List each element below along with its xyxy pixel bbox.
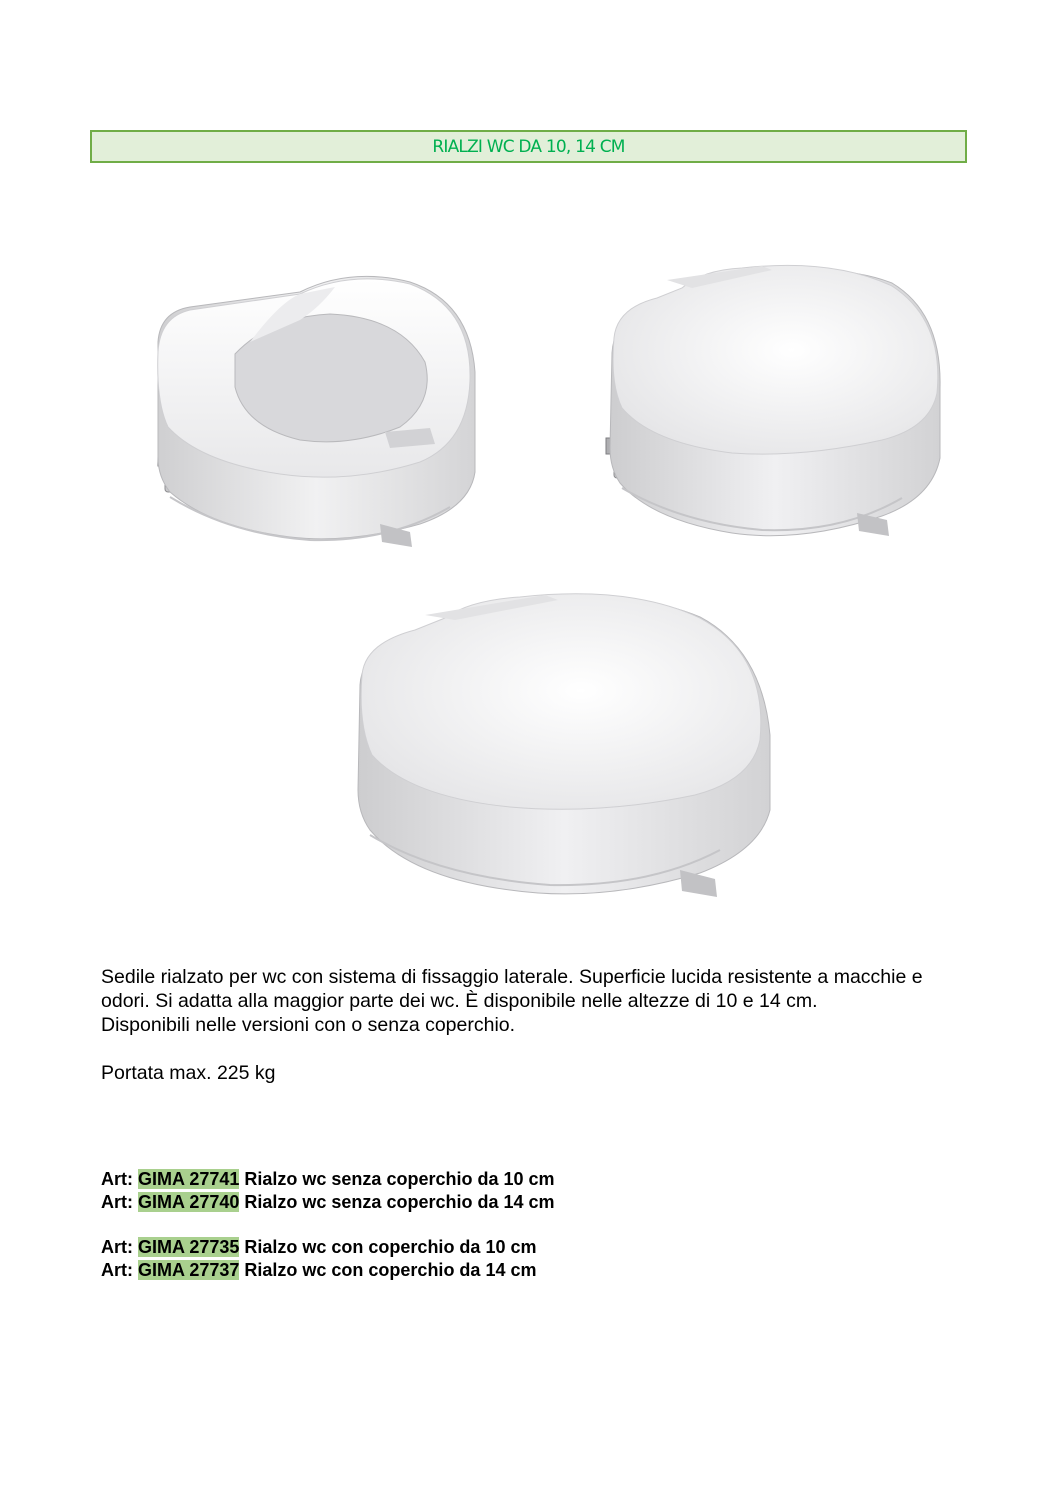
article-description: Rialzo wc senza coperchio da 14 cm: [239, 1191, 555, 1212]
article-description: Rialzo wc senza coperchio da 10 cm: [239, 1169, 555, 1189]
article-code: GIMA 27737: [138, 1259, 240, 1280]
product-image-with-lid-large: [350, 585, 775, 905]
product-description: [101, 965, 961, 1085]
article-line: [101, 1191, 961, 1214]
article-prefix: Art:: [101, 1259, 138, 1280]
article-line: [101, 1236, 961, 1259]
article-description: Rialzo wc con coperchio da 14 cm: [239, 1259, 537, 1280]
article-prefix: Art:: [101, 1191, 138, 1212]
article-code: GIMA 27740: [138, 1191, 240, 1212]
article-prefix: Art:: [101, 1237, 138, 1257]
product-image-with-lid-small: [602, 258, 947, 550]
product-image-without-lid: [150, 262, 495, 557]
article-line: [101, 1259, 961, 1282]
article-code: GIMA 27735: [138, 1237, 240, 1257]
article-prefix: Art:: [101, 1169, 138, 1189]
page-title-box: [90, 130, 967, 163]
article-line: [101, 1168, 961, 1191]
article-description: Rialzo wc con coperchio da 10 cm: [239, 1237, 537, 1257]
article-code: GIMA 27741: [138, 1169, 240, 1189]
page-title: RIALZI WC DA 10, 14 CM: [432, 136, 625, 157]
versions-paragraph: Disponibili nelle versioni con o senza coperchio.: [101, 1014, 516, 1036]
article-list: [101, 1168, 961, 1281]
description-paragraph: Sedile rialzato per wc con sistema di fissaggio laterale. Superficie lucida resistente a macchie e odori. Si adatta alla maggior parte dei wc. È disponibile nelle altezze di 10 e 14 cm.: [101, 966, 923, 1012]
capacity-text: Portata max. 225 kg: [101, 1062, 276, 1084]
